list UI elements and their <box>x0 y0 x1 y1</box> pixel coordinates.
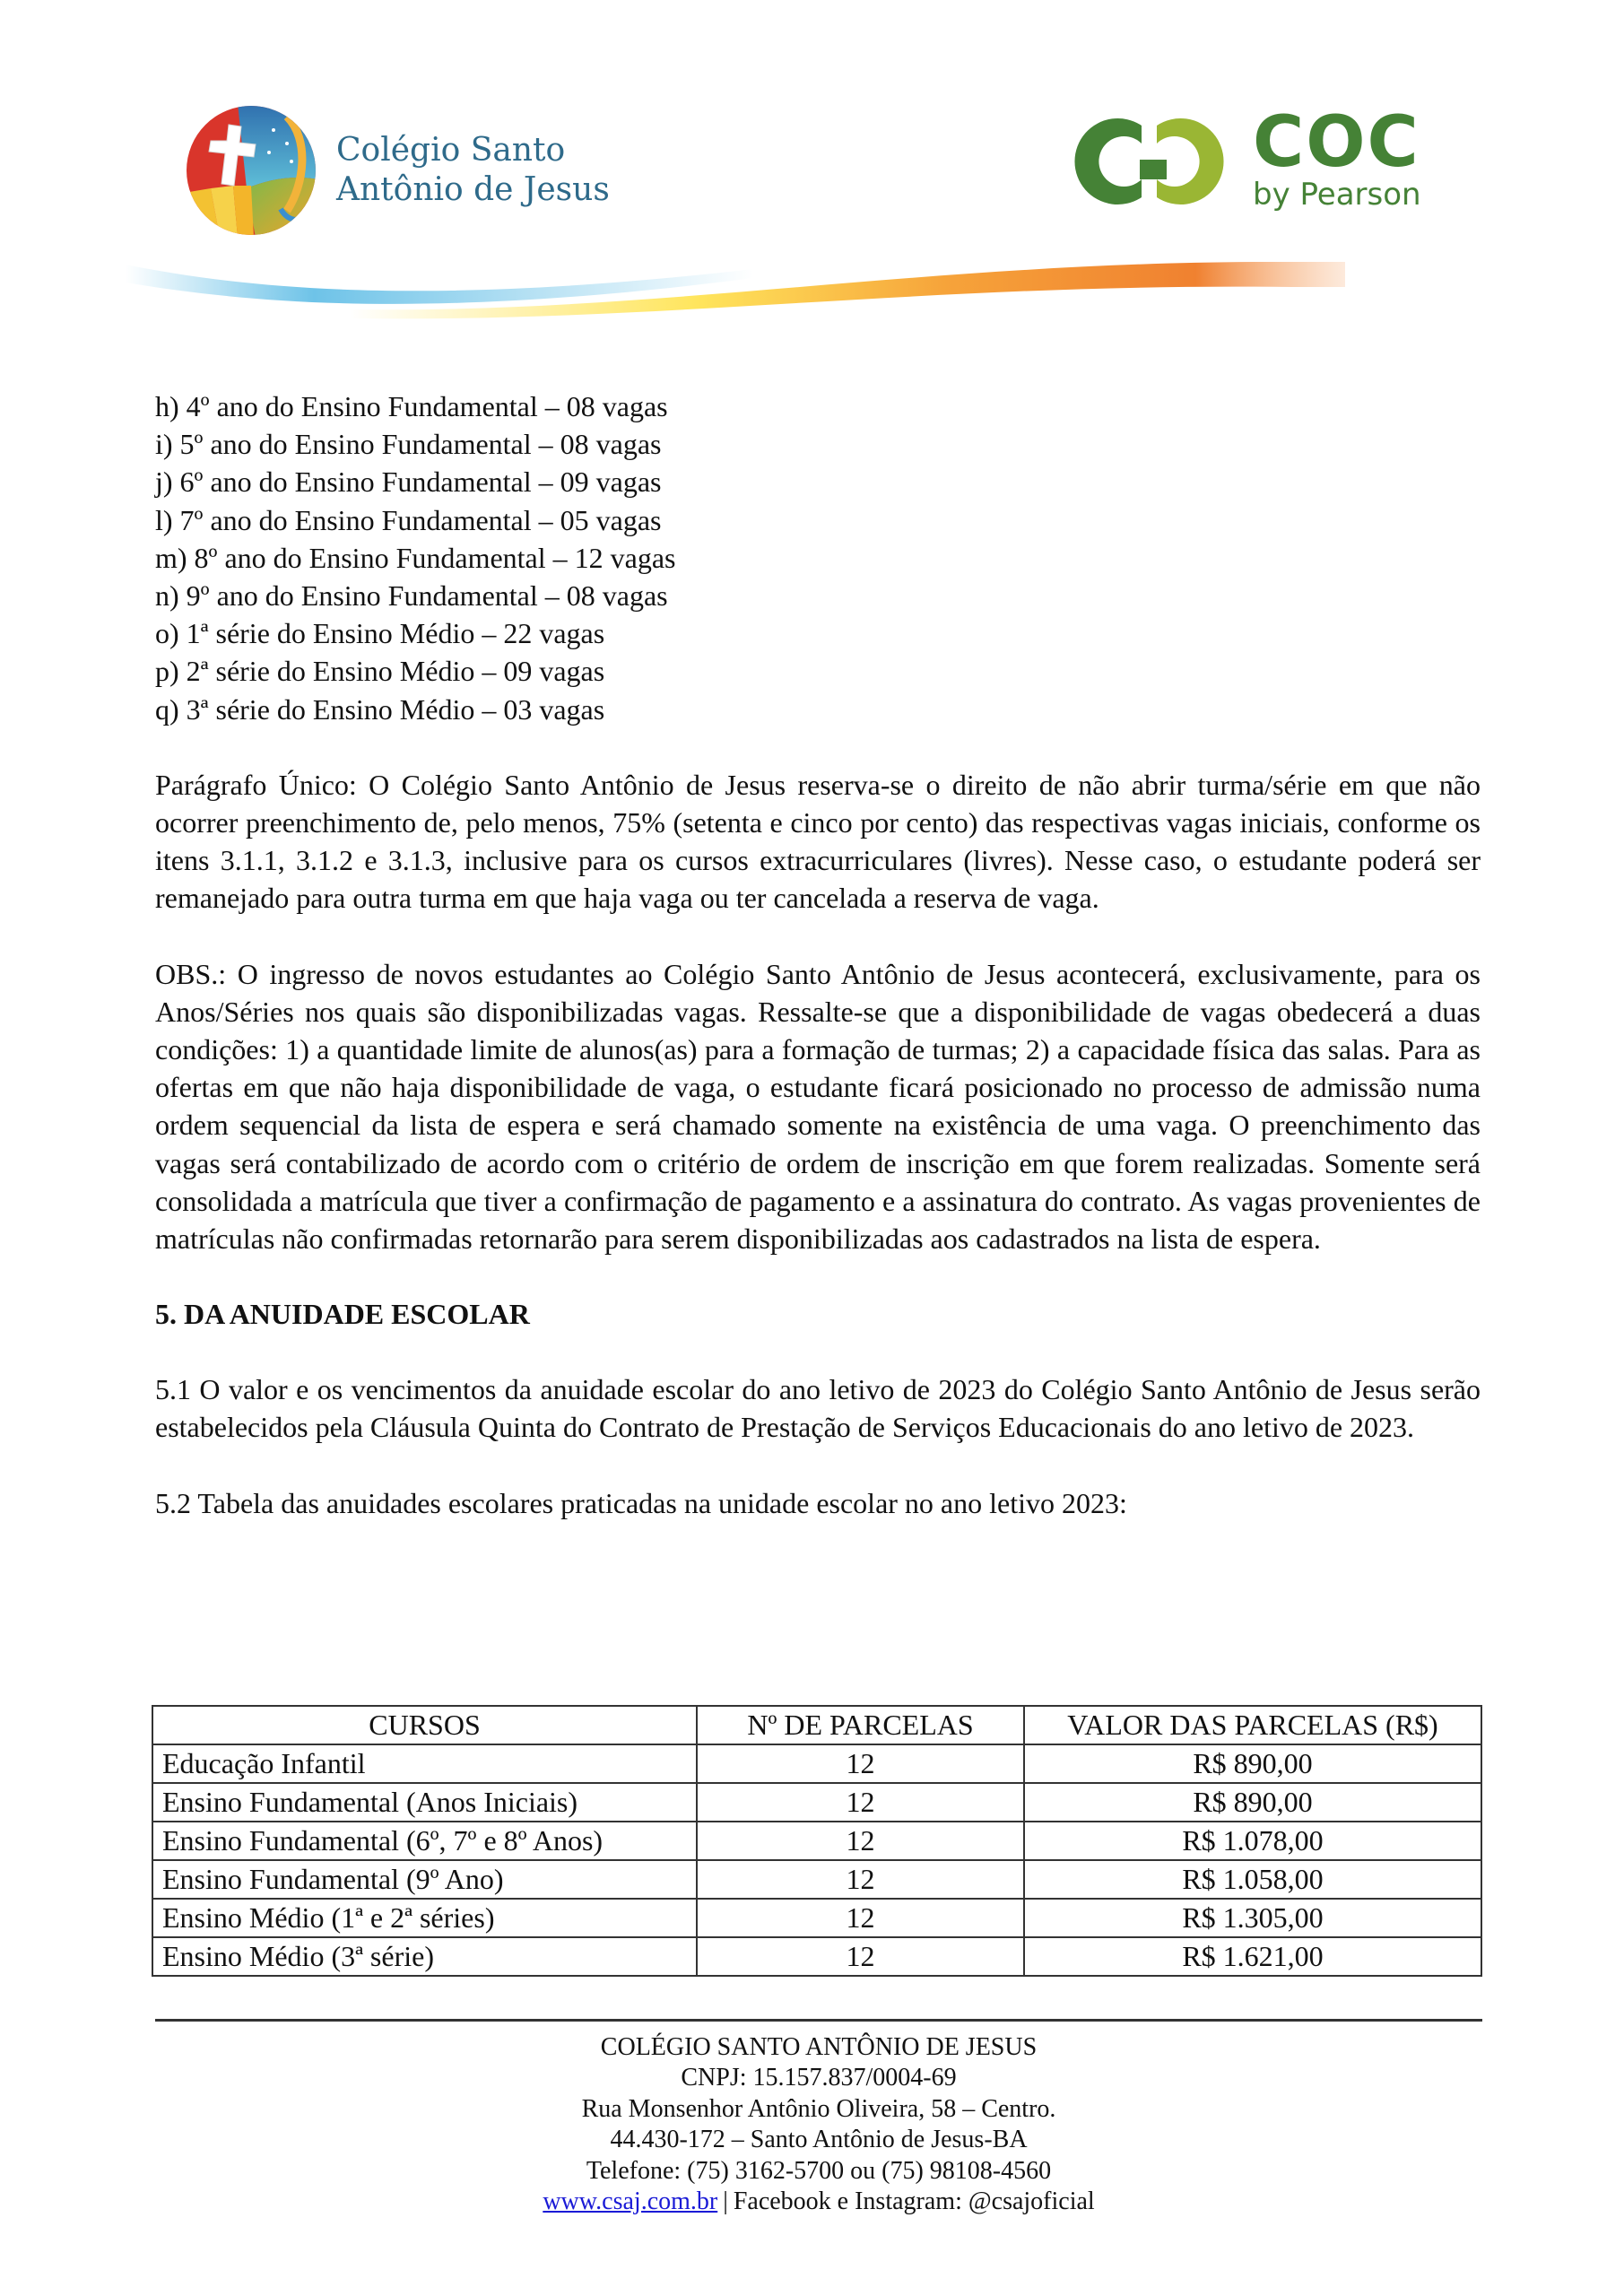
school-logo <box>184 103 610 238</box>
list-item: q) 3ª série do Ensino Médio – 03 vagas <box>155 692 605 726</box>
footer-divider <box>155 2019 1482 2022</box>
coc-brand: COC <box>1253 102 1420 183</box>
footer-social: Facebook e Instagram: @csajoficial <box>733 2187 1095 2216</box>
footer-address: Rua Monsenhor Antônio Oliveira, 58 – Centro. <box>581 2094 1056 2123</box>
footer-school-name: COLÉGIO SANTO ANTÔNIO DE JESUS <box>600 2033 1038 2061</box>
installments-cell: 12 <box>697 1783 1024 1822</box>
course-cell: Ensino Fundamental (9º Ano) <box>152 1860 697 1899</box>
document-body <box>155 387 1481 1522</box>
paragrafo-unico: Parágrafo Único: O Colégio Santo Antônio de Jesus reserva-se o direito de não abrir turma/série em que não ocorrer preenchimento de, pelo menos, 75% (setenta e cinco por cento) das respectivas vagas iniciais, conforme os itens 3.1.1, 3.1.2 e 3.1.3, inclusive para os cursos extracurriculares (livres). Nesse caso, o estudante poderá ser remanejado para outra turma em que haja vaga ou ter cancelada a reserva de vaga. <box>155 768 1481 915</box>
list-item: n) 9º ano do Ensino Fundamental – 08 vagas <box>155 579 668 613</box>
footer-cnpj: CNPJ: 15.157.837/0004-69 <box>681 2064 957 2092</box>
course-cell: Ensino Médio (3ª série) <box>152 1937 697 1976</box>
course-cell: Educação Infantil <box>152 1744 697 1783</box>
column-header-cursos: CURSOS <box>152 1706 697 1744</box>
obs-paragraph: OBS.: O ingresso de novos estudantes ao Colégio Santo Antônio de Jesus acontecerá, exclusivamente, para os Anos/Séries nos quais são disponibilizadas vagas. Ressalte-se que a disponibilidade de vagas obedecerá a duas condições: 1) a quantidade limite de alunos(as) para a formação de turmas; 2) a capacidade física das salas. Para as ofertas em que não haja disponibilidade de vaga, o estudante ficará posicionado no processo de admissão numa ordem sequencial da lista de espera e será chamado somente na existência de uma vaga. O preenchimento das vagas será contabilizado de acordo com o critério de ordem de inscrição em que forem realizadas. Somente será consolidada a matrícula que tiver a confirmação de pagamento e a assinatura do contrato. As vagas provenientes de matrículas não confirmadas retornarão para serem disponibilizadas aos cadastrados na lista de espera. <box>155 957 1481 1256</box>
installment-value-cell: R$ 1.078,00 <box>1024 1822 1481 1860</box>
table-row <box>152 1822 1481 1860</box>
paragraph-5-2: 5.2 Tabela das anuidades escolares praticadas na unidade escolar no ano letivo 2023: <box>155 1486 1127 1519</box>
installment-value-cell: R$ 890,00 <box>1024 1783 1481 1822</box>
installments-cell: 12 <box>697 1744 1024 1783</box>
course-cell: Ensino Médio (1ª e 2ª séries) <box>152 1899 697 1937</box>
list-item: p) 2ª série do Ensino Médio – 09 vagas <box>155 655 605 688</box>
coc-subtitle: by Pearson <box>1253 177 1421 213</box>
coc-interlocked-c-icon <box>1072 108 1233 215</box>
table-row <box>152 1899 1481 1937</box>
column-header-valor: VALOR DAS PARCELAS (R$) <box>1024 1706 1481 1744</box>
list-item: o) 1ª série do Ensino Médio – 22 vagas <box>155 617 605 650</box>
table-row <box>152 1783 1481 1822</box>
table-row <box>152 1744 1481 1783</box>
school-name-line1: Colégio Santo <box>336 132 566 169</box>
course-cell: Ensino Fundamental (6º, 7º e 8º Anos) <box>152 1822 697 1860</box>
table-header-row <box>152 1706 1481 1744</box>
vacancies-list <box>155 387 1481 728</box>
installment-value-cell: R$ 1.058,00 <box>1024 1860 1481 1899</box>
cross-globe-emblem-icon <box>184 103 318 238</box>
section-title: 5. DA ANUIDADE ESCOLAR <box>155 1298 530 1331</box>
coc-logo <box>1072 102 1421 215</box>
list-item: h) 4º ano do Ensino Fundamental – 08 vagas <box>155 390 668 422</box>
footer-web-social <box>155 2187 1482 2217</box>
list-item: j) 6º ano do Ensino Fundamental – 09 vagas <box>155 465 662 499</box>
website-link[interactable]: www.csaj.com.br <box>543 2187 718 2216</box>
annual-fees-table <box>152 1705 1482 1977</box>
footer-city: 44.430-172 – Santo Antônio de Jesus-BA <box>610 2126 1028 2154</box>
table-row <box>152 1860 1481 1899</box>
list-item: l) 7º ano do Ensino Fundamental – 05 vagas <box>155 503 662 536</box>
course-cell: Ensino Fundamental (Anos Iniciais) <box>152 1783 697 1822</box>
footer-phone: Telefone: (75) 3162-5700 ou (75) 98108-4560 <box>586 2156 1052 2185</box>
installment-value-cell: R$ 1.621,00 <box>1024 1937 1481 1976</box>
letterhead <box>0 0 1624 332</box>
installment-value-cell: R$ 1.305,00 <box>1024 1899 1481 1937</box>
installments-cell: 12 <box>697 1822 1024 1860</box>
list-item: m) 8º ano do Ensino Fundamental – 12 vagas <box>155 541 676 574</box>
installments-cell: 12 <box>697 1937 1024 1976</box>
installments-cell: 12 <box>697 1860 1024 1899</box>
footer-separator: | <box>723 2187 728 2216</box>
table-row <box>152 1937 1481 1976</box>
header-swoosh-decoration <box>126 242 1524 332</box>
installment-value-cell: R$ 890,00 <box>1024 1744 1481 1783</box>
installments-cell: 12 <box>697 1899 1024 1937</box>
paragraph-5-1: 5.1 O valor e os vencimentos da anuidade escolar do ano letivo de 2023 do Colégio Santo Antônio de Jesus serão estabelecidos pela Cláusula Quinta do Contrato de Prestação de Serviços Educacionais do ano letivo de 2023. <box>155 1373 1481 1444</box>
school-name-line2: Antônio de Jesus <box>336 171 610 208</box>
column-header-parcelas: Nº DE PARCELAS <box>697 1706 1024 1744</box>
list-item: i) 5º ano do Ensino Fundamental – 08 vagas <box>155 428 662 461</box>
footer <box>155 2032 1482 2217</box>
